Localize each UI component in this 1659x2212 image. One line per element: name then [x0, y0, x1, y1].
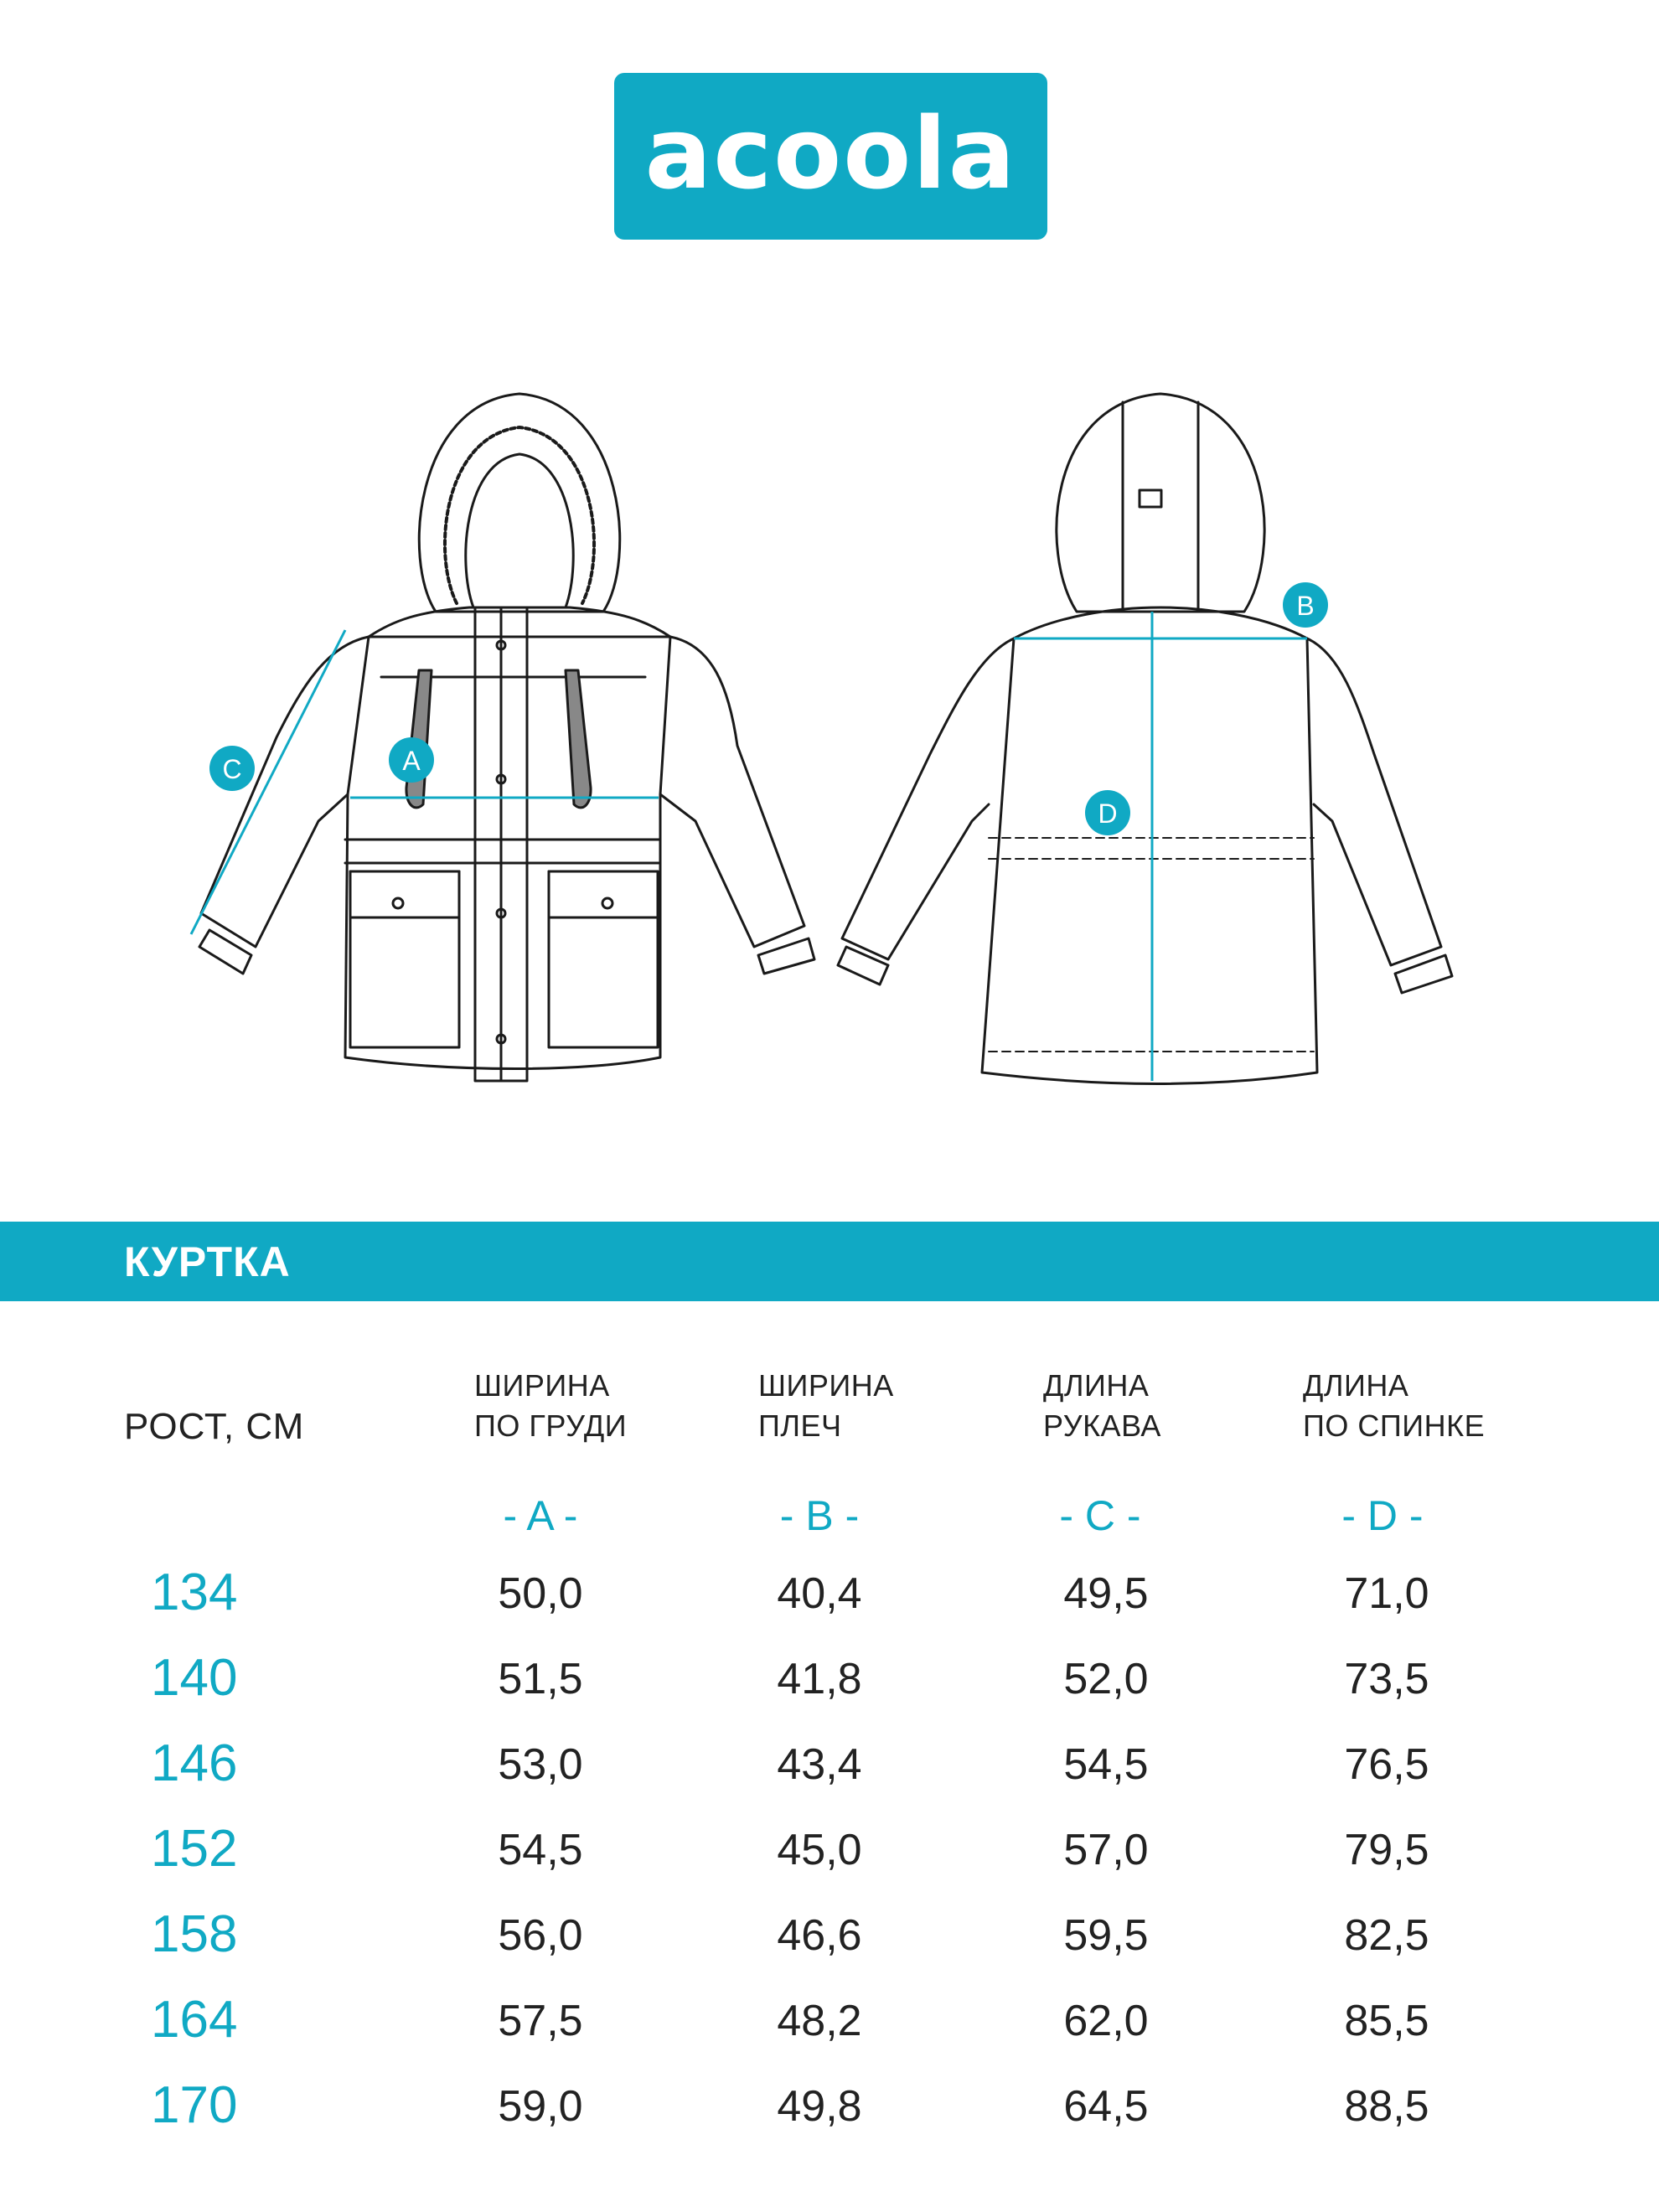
value-cell: 57,0	[1063, 1826, 1149, 1874]
jacket-back-drawing	[838, 394, 1452, 1084]
column-header-chest	[474, 1366, 627, 1446]
size-cell: 158	[151, 1905, 238, 1963]
value-cell: 51,5	[498, 1655, 583, 1703]
value-cell: 48,2	[777, 1997, 862, 2045]
marker-c-label: C	[222, 754, 242, 784]
value-cell: 64,5	[1063, 2082, 1149, 2131]
size-cell: 170	[151, 2076, 238, 2134]
size-cell: 140	[151, 1649, 238, 1707]
value-cell: 56,0	[498, 1911, 583, 1960]
value-cell: 53,0	[498, 1740, 583, 1789]
value-cell: 50,0	[498, 1569, 583, 1618]
value-cell: 71,0	[1344, 1569, 1429, 1618]
table-row	[0, 1905, 1659, 1991]
value-cell: 76,5	[1344, 1740, 1429, 1789]
column-header-line: РУКАВА	[1043, 1408, 1161, 1443]
marker-b-label: B	[1296, 591, 1315, 621]
marker-a-label: A	[402, 746, 421, 776]
value-cell: 54,5	[498, 1826, 583, 1874]
size-cell: 152	[151, 1820, 238, 1878]
table-row	[0, 1734, 1659, 1820]
column-code-a: - A -	[503, 1492, 578, 1539]
table-row	[0, 1991, 1659, 2076]
value-cell: 43,4	[777, 1740, 862, 1789]
section-title: КУРТКА	[124, 1238, 291, 1285]
column-header-line: ПО ГРУДИ	[474, 1408, 628, 1443]
logo-text: acoola	[644, 95, 1017, 211]
brand-logo	[614, 73, 1047, 240]
size-cell: 146	[151, 1734, 238, 1792]
column-header-line: ШИРИНА	[758, 1368, 894, 1403]
value-cell: 85,5	[1344, 1997, 1429, 2045]
table-row	[0, 2076, 1659, 2162]
column-header-line: ПО СПИНКЕ	[1303, 1408, 1486, 1443]
value-cell: 41,8	[777, 1655, 862, 1703]
value-cell: 45,0	[777, 1826, 862, 1874]
size-cell: 134	[151, 1563, 238, 1621]
value-cell: 49,8	[777, 2082, 862, 2131]
value-cell: 49,5	[1063, 1569, 1149, 1618]
column-header-back	[1303, 1366, 1485, 1446]
column-header-shoulders	[758, 1366, 894, 1446]
column-code-b: - B -	[779, 1492, 860, 1539]
measure-line-c	[191, 630, 345, 934]
value-cell: 73,5	[1344, 1655, 1429, 1703]
value-cell: 57,5	[498, 1997, 583, 2045]
size-column-header: РОСТ, СМ	[124, 1406, 305, 1447]
value-cell: 46,6	[777, 1911, 862, 1960]
size-cell: 164	[151, 1991, 238, 2049]
value-cell: 59,0	[498, 2082, 583, 2131]
value-cell: 40,4	[777, 1569, 862, 1618]
table-row	[0, 1820, 1659, 1905]
column-header-line: ШИРИНА	[474, 1368, 610, 1403]
value-cell: 59,5	[1063, 1911, 1149, 1960]
column-header-line: ПЛЕЧ	[758, 1408, 842, 1443]
column-header-line: ДЛИНА	[1303, 1368, 1409, 1403]
value-cell: 62,0	[1063, 1997, 1149, 2045]
marker-d-label: D	[1098, 798, 1118, 829]
column-header-sleeve	[1043, 1366, 1161, 1446]
value-cell: 82,5	[1344, 1911, 1429, 1960]
section-band	[0, 1222, 1659, 1301]
table-row	[0, 1649, 1659, 1734]
value-cell: 52,0	[1063, 1655, 1149, 1703]
value-cell: 79,5	[1344, 1826, 1429, 1874]
jacket-technical-drawings	[0, 369, 1659, 1123]
column-code-d: - D -	[1341, 1492, 1424, 1539]
value-cell: 88,5	[1344, 2082, 1429, 2131]
table-row	[0, 1563, 1659, 1649]
value-cell: 54,5	[1063, 1740, 1149, 1789]
column-header-line: ДЛИНА	[1043, 1368, 1150, 1403]
column-code-c: - C -	[1059, 1492, 1141, 1539]
